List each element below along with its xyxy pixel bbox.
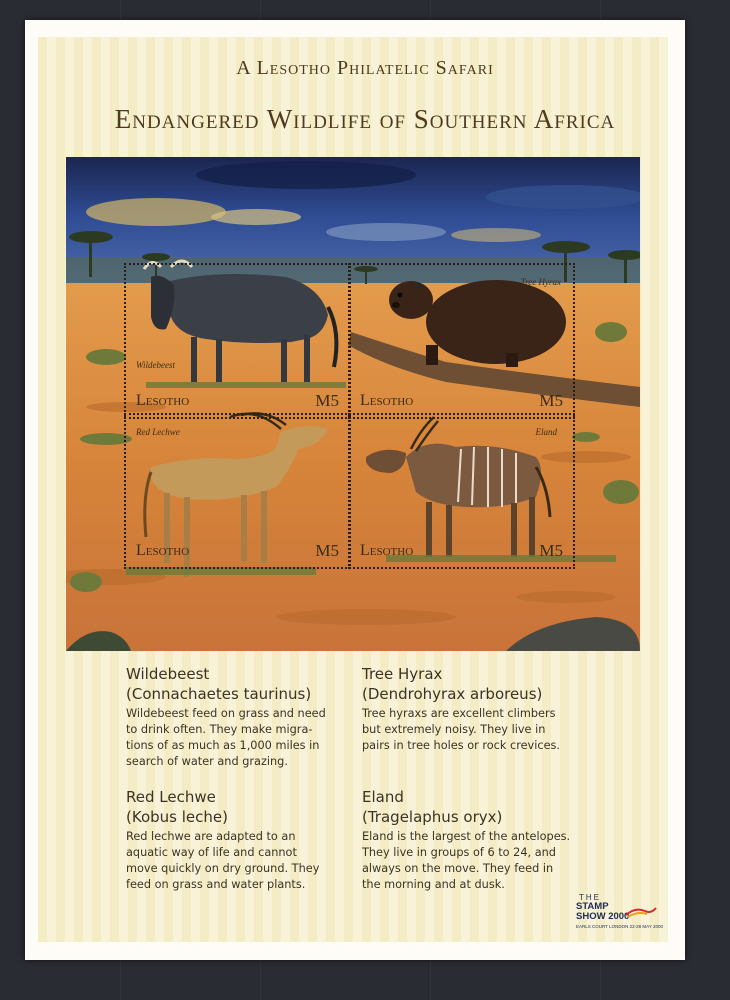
sheet-subtitle: A Lesotho Philatelic Safari <box>236 57 494 79</box>
info-scientific-name: (Kobus leche) <box>126 808 228 826</box>
logo-text: EARLS COURT LONDON 22-28 MAY 2000 <box>576 924 663 929</box>
stamp-show-logo <box>575 893 670 943</box>
stamp-species-name: Wildebeest <box>136 360 175 370</box>
info-line: They live in groups of 6 to 24, and <box>362 846 556 859</box>
logo-text: SHOW 2000 <box>576 911 630 922</box>
info-heading: Eland <box>362 788 404 806</box>
stamp-species-name: Tree Hyrax <box>520 277 561 287</box>
info-line: search of water and grazing. <box>126 755 288 768</box>
info-line: to drink often. They make migra- <box>126 723 313 736</box>
stamp-value: M5 <box>315 541 339 560</box>
info-line: aquatic way of life and cannot <box>126 846 297 859</box>
stamp-wildebeest <box>124 263 351 419</box>
sheet-title: Endangered Wildlife of Southern Africa <box>114 104 616 134</box>
info-tree-hyrax <box>362 665 592 754</box>
stamp-value: M5 <box>539 541 563 560</box>
logo-text: THE <box>579 893 601 902</box>
info-line: tions of as much as 1,000 miles in <box>126 739 320 752</box>
info-heading: Red Lechwe <box>126 788 216 806</box>
stamp-country: Lesotho <box>136 392 190 409</box>
info-line: always on the move. They feed in <box>362 862 554 875</box>
stamp-country: Lesotho <box>360 392 414 409</box>
info-line: pairs in tree holes or rock crevices. <box>362 739 561 752</box>
info-eland <box>362 788 592 893</box>
info-heading: Tree Hyrax <box>362 665 443 683</box>
stamp-species-name: Red Lechwe <box>136 427 180 437</box>
info-scientific-name: (Connachaetes taurinus) <box>126 685 312 703</box>
stamp-country: Lesotho <box>360 542 414 559</box>
logo-swoosh-icon <box>625 905 657 919</box>
logo-text: STAMP <box>576 901 609 912</box>
info-line: feed on grass and water plants. <box>126 878 306 891</box>
stamp-value: M5 <box>539 391 563 410</box>
info-wildebeest <box>126 665 356 770</box>
info-line: Red lechwe are adapted to an <box>126 830 296 843</box>
stamp-species-name: Eland <box>535 427 557 437</box>
stamp-value: M5 <box>315 391 339 410</box>
info-line: Eland is the largest of the antelopes. <box>362 830 571 843</box>
stamp-country: Lesotho <box>136 542 190 559</box>
stamp-tree-hyrax <box>348 263 575 419</box>
info-scientific-name: (Dendrohyrax arboreus) <box>362 685 543 703</box>
info-line: move quickly on dry ground. They <box>126 862 320 875</box>
stamp-eland <box>348 413 575 569</box>
info-heading: Wildebeest <box>126 665 210 683</box>
info-line: Tree hyraxs are excellent climbers <box>362 707 556 720</box>
info-line: but extremely noisy. They live in <box>362 723 546 736</box>
info-scientific-name: (Tragelaphus oryx) <box>362 808 503 826</box>
savanna-scene <box>66 157 640 651</box>
info-red-lechwe <box>126 788 356 893</box>
info-line: the morning and at dusk. <box>362 878 505 891</box>
info-line: Wildebeest feed on grass and need <box>126 707 326 720</box>
stamp-red-lechwe <box>124 413 351 569</box>
